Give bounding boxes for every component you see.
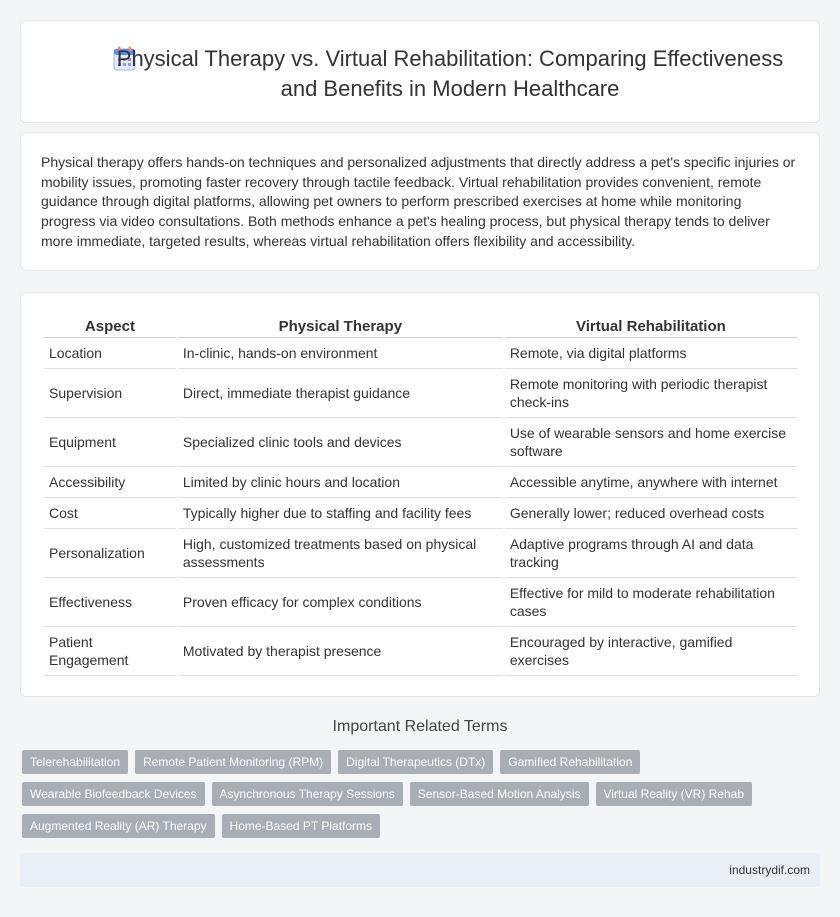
table-row bbox=[44, 418, 797, 467]
table-row bbox=[44, 369, 797, 418]
intro-paragraph: Physical therapy offers hands-on techniques and personalized adjustments that directly address a pet's specific injuries or mobility issues, promoting faster recovery through tactile feedback. Virtual rehabilitation provides convenient, remote guidance through digital platforms, allowing pet owners to perform prescribed exercises at home while monitoring progress via video consultations. Both methods enhance a pet's healing process, but physical therapy tends to deliver more immediate, targeted results, whereas virtual rehabilitation offers flexibility and accessibility. bbox=[41, 154, 796, 249]
table-cell-physical: Proven efficacy for complex conditions bbox=[178, 578, 503, 627]
page-title: Physical Therapy vs. Virtual Rehabilitation: Comparing Effectiveness and Benefits in Modern Healthcare bbox=[116, 46, 784, 101]
column-header-aspect: Aspect bbox=[44, 313, 176, 338]
table-cell-virtual: Use of wearable sensors and home exercise software bbox=[505, 418, 797, 467]
table-cell-physical: Direct, immediate therapist guidance bbox=[178, 369, 503, 418]
table-cell-virtual: Encouraged by interactive, gamified exercises bbox=[505, 627, 797, 676]
table-cell-aspect: Location bbox=[44, 338, 176, 369]
column-header-physical-therapy: Physical Therapy bbox=[178, 313, 503, 338]
footer bbox=[20, 853, 820, 887]
table-row bbox=[44, 498, 797, 529]
related-term-tag[interactable]: Telerehabilitation bbox=[22, 750, 128, 774]
table-cell-physical: High, customized treatments based on physical assessments bbox=[178, 529, 503, 578]
table-row bbox=[44, 627, 797, 676]
table-cell-aspect: Cost bbox=[44, 498, 176, 529]
table-header-row bbox=[44, 313, 797, 338]
table-cell-aspect: Personalization bbox=[44, 529, 176, 578]
table-row bbox=[44, 578, 797, 627]
table-cell-physical: Motivated by therapist presence bbox=[178, 627, 503, 676]
related-term-tag[interactable]: Sensor-Based Motion Analysis bbox=[410, 782, 589, 806]
related-terms-list bbox=[22, 750, 822, 838]
comparison-table bbox=[42, 313, 799, 676]
table-cell-virtual: Generally lower; reduced overhead costs bbox=[505, 498, 797, 529]
comparison-table-card bbox=[20, 292, 820, 697]
table-cell-physical: In-clinic, hands-on environment bbox=[178, 338, 503, 369]
table-cell-virtual: Adaptive programs through AI and data tracking bbox=[505, 529, 797, 578]
table-row bbox=[44, 529, 797, 578]
related-term-tag[interactable]: Digital Therapeutics (DTx) bbox=[338, 750, 493, 774]
table-cell-physical: Typically higher due to staffing and facility fees bbox=[178, 498, 503, 529]
related-term-tag[interactable]: Asynchronous Therapy Sessions bbox=[212, 782, 403, 806]
related-term-tag[interactable]: Gamified Rehabilitation bbox=[500, 750, 640, 774]
table-cell-aspect: Equipment bbox=[44, 418, 176, 467]
table-cell-virtual: Accessible anytime, anywhere with internet bbox=[505, 467, 797, 498]
table-row bbox=[44, 338, 797, 369]
table-cell-physical: Limited by clinic hours and location bbox=[178, 467, 503, 498]
related-term-tag[interactable]: Virtual Reality (VR) Rehab bbox=[596, 782, 753, 806]
footer-site-link[interactable]: industrydif.com bbox=[729, 863, 810, 877]
table-cell-virtual: Effective for mild to moderate rehabilitation cases bbox=[505, 578, 797, 627]
title-card bbox=[20, 20, 820, 123]
related-terms-heading: Important Related Terms bbox=[332, 718, 508, 735]
related-term-tag[interactable]: Home-Based PT Platforms bbox=[222, 814, 381, 838]
table-row bbox=[44, 467, 797, 498]
table-cell-aspect: Supervision bbox=[44, 369, 176, 418]
related-term-tag[interactable]: Remote Patient Monitoring (RPM) bbox=[135, 750, 331, 774]
column-header-virtual-rehabilitation: Virtual Rehabilitation bbox=[505, 313, 797, 338]
related-term-tag[interactable]: Wearable Biofeedback Devices bbox=[22, 782, 205, 806]
table-cell-aspect: Effectiveness bbox=[44, 578, 176, 627]
table-cell-virtual: Remote, via digital platforms bbox=[505, 338, 797, 369]
intro-card bbox=[20, 132, 820, 271]
table-cell-aspect: Accessibility bbox=[44, 467, 176, 498]
table-cell-aspect: Patient Engagement bbox=[44, 627, 176, 676]
table-cell-physical: Specialized clinic tools and devices bbox=[178, 418, 503, 467]
table-cell-virtual: Remote monitoring with periodic therapist check-ins bbox=[505, 369, 797, 418]
related-term-tag[interactable]: Augmented Reality (AR) Therapy bbox=[22, 814, 215, 838]
